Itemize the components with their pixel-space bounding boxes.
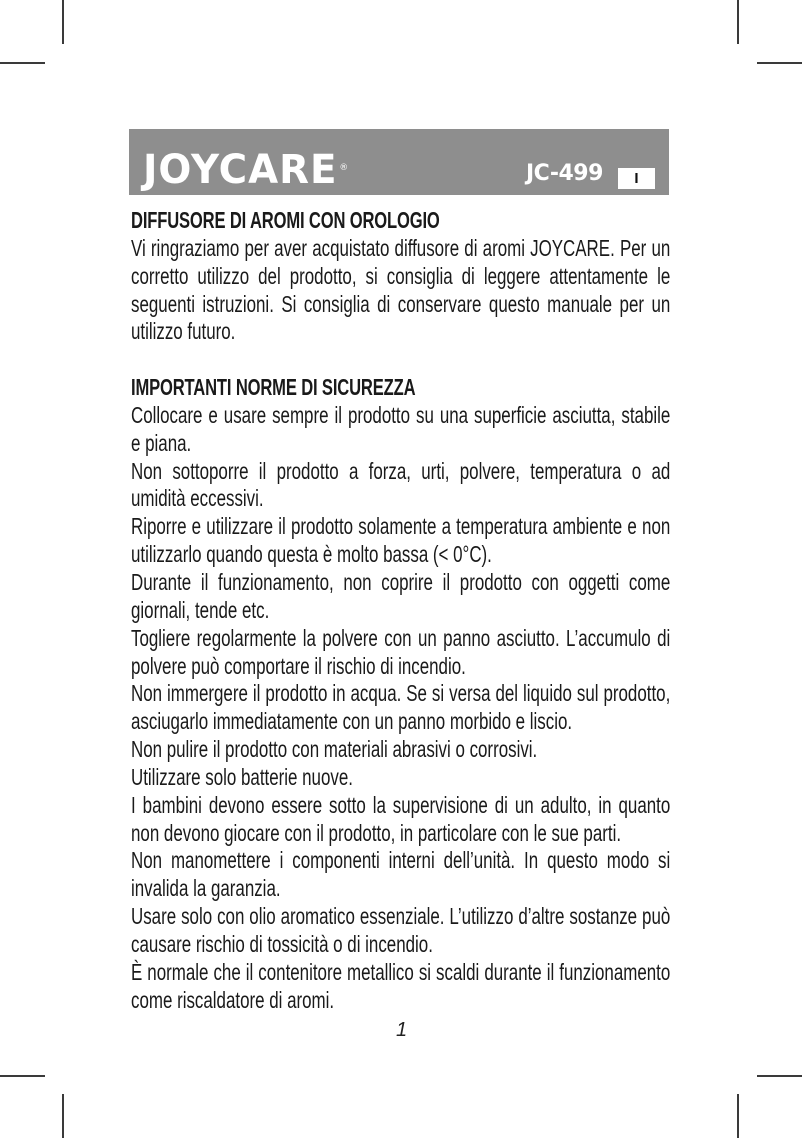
safety-item: Riporre e utilizzare il prodotto solamente a temperatura ambiente e non utilizzarlo quando questa è molto bassa (< 0°C).	[131, 513, 671, 568]
crop-mark-bottom-right-vertical	[737, 1094, 739, 1138]
crop-mark-top-right-vertical	[737, 0, 739, 44]
registered-mark: ®	[339, 163, 350, 173]
language-badge: I	[618, 168, 655, 189]
section-title: DIFFUSORE DI AROMI CON OROLOGIO	[131, 207, 440, 233]
brand-logo	[143, 147, 350, 193]
safety-item: Non manomettere i componenti interni dell’unità. In questo modo si invalida la garanzia.	[131, 847, 671, 902]
crop-mark-top-left-vertical	[62, 0, 64, 44]
spacer	[131, 346, 670, 374]
crop-mark-bottom-right-horizontal	[757, 1075, 802, 1077]
brand-name: JOYCARE	[143, 147, 338, 193]
intro-paragraph: Vi ringraziamo per aver acquistato diffusore di aromi JOYCARE. Per un corretto utilizzo del prodotto, si consiglia di leggere attentamente le seguenti istruzioni. Si consiglia di conservare questo manuale per un utilizzo futuro.	[131, 234, 671, 345]
safety-item: I bambini devono essere sotto la supervisione di un adulto, in quanto non devono giocare con il prodotto, in particolare con le sue parti.	[131, 791, 671, 846]
safety-item: Durante il funzionamento, non coprire il prodotto con oggetti come giornali, tende etc.	[131, 568, 671, 623]
manual-content	[131, 207, 670, 1014]
header-banner	[129, 129, 669, 195]
safety-item: È normale che il contenitore metallico si scaldi durante il funzionamento come riscaldatore di aromi.	[131, 958, 671, 1013]
crop-mark-bottom-left-horizontal	[0, 1075, 45, 1077]
crop-mark-top-left-horizontal	[0, 62, 45, 64]
model-number: JC-499	[526, 161, 603, 186]
safety-item: Collocare e usare sempre il prodotto su una superficie asciutta, stabile e piana.	[131, 401, 671, 456]
safety-item: Non pulire il prodotto con materiali abrasivi o corrosivi.	[131, 736, 538, 763]
safety-item: Togliere regolarmente la polvere con un panno asciutto. L’accumulo di polvere può comportare il rischio di incendio.	[131, 624, 671, 679]
safety-item: Non immergere il prodotto in acqua. Se si versa del liquido sul prodotto, asciugarlo immediatamente con un panno morbido e liscio.	[131, 680, 671, 735]
section-intro	[131, 207, 670, 346]
safety-item: Non sottoporre il prodotto a forza, urti, polvere, temperatura o ad umidità eccessivi.	[131, 457, 671, 512]
crop-mark-top-right-horizontal	[757, 62, 802, 64]
section-title: IMPORTANTI NORME DI SICUREZZA	[131, 374, 416, 401]
page-number: 1	[396, 1019, 408, 1041]
safety-item: Usare solo con olio aromatico essenziale. L’utilizzo d’altre sostanze può causare rischio di tossicità o di incendio.	[131, 903, 671, 957]
crop-mark-bottom-left-vertical	[62, 1094, 64, 1138]
safety-item: Utilizzare solo batterie nuove.	[131, 763, 353, 790]
section-safety	[131, 374, 670, 1014]
